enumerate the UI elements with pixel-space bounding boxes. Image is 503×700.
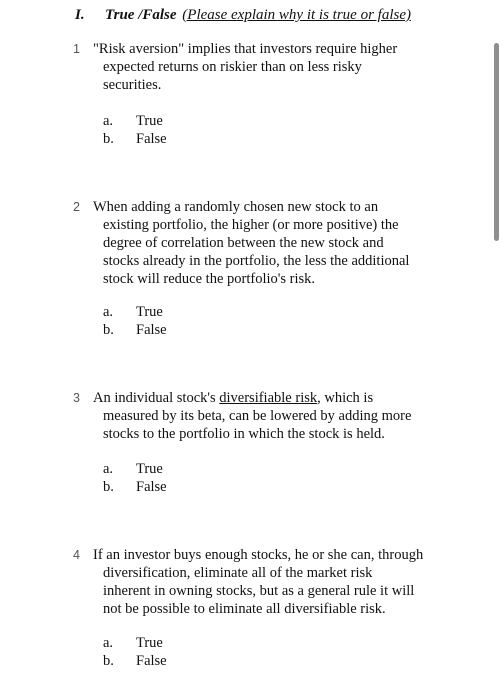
- question-line: not be possible to eliminate all diversifiable risk.: [103, 601, 386, 617]
- option-letter: b.: [103, 322, 114, 338]
- option-letter: b.: [103, 653, 114, 669]
- option-letter: a.: [103, 304, 114, 320]
- question-text-after: , which is: [317, 390, 374, 406]
- option-text: False: [136, 479, 167, 495]
- option-letter: a.: [103, 635, 114, 651]
- option-false: [103, 130, 167, 148]
- option-true: [103, 634, 167, 652]
- question-line: inherent in owning stocks, but as a general rule it will: [103, 583, 415, 599]
- question-line: expected returns on riskier than on less risky: [103, 59, 362, 75]
- vertical-scrollbar-thumb[interactable]: [494, 43, 499, 241]
- question-number: 4: [73, 548, 80, 562]
- question-3: [73, 389, 433, 443]
- question-number: 3: [73, 391, 80, 405]
- question-line: securities.: [103, 77, 162, 93]
- question-line: stocks to the portfolio in which the stock is held.: [103, 426, 385, 442]
- question-text: When adding a randomly chosen new stock to an: [93, 199, 379, 215]
- question-line: [73, 40, 433, 58]
- question-line: [73, 546, 433, 564]
- question-number: 2: [73, 200, 80, 214]
- question-text-before: An individual stock's: [93, 390, 220, 406]
- question-2: [73, 198, 433, 288]
- option-text: True: [136, 113, 163, 129]
- question-line: [73, 389, 433, 407]
- option-text: False: [136, 131, 167, 147]
- question-line: existing portfolio, the higher (or more positive) the: [103, 217, 399, 233]
- option-text: False: [136, 322, 167, 338]
- question-3-options: [103, 460, 167, 496]
- option-false: [103, 478, 167, 496]
- question-line: stocks already in the portfolio, the less the additional: [103, 253, 410, 269]
- section-title: True /False: [105, 7, 177, 23]
- option-letter: b.: [103, 131, 114, 147]
- question-1: [73, 40, 433, 94]
- question-4: [73, 546, 433, 618]
- section-number: I.: [75, 7, 85, 23]
- section-instruction: (Please explain why it is true or false): [182, 7, 411, 23]
- option-true: [103, 303, 167, 321]
- question-number: 1: [73, 42, 80, 56]
- question-line: diversification, eliminate all of the market risk: [103, 565, 373, 581]
- question-2-options: [103, 303, 167, 339]
- question-line: measured by its beta, can be lowered by adding more: [103, 408, 412, 424]
- option-text: True: [136, 461, 163, 477]
- option-false: [103, 321, 167, 339]
- question-1-options: [103, 112, 167, 148]
- option-letter: a.: [103, 461, 114, 477]
- question-line: stock will reduce the portfolio's risk.: [103, 271, 316, 287]
- question-line: [73, 198, 433, 216]
- question-4-options: [103, 634, 167, 670]
- option-text: False: [136, 653, 167, 669]
- section-header: [75, 7, 411, 24]
- question-text: "Risk aversion" implies that investors require higher: [93, 41, 398, 57]
- option-letter: b.: [103, 479, 114, 495]
- option-text: True: [136, 635, 163, 651]
- question-line: degree of correlation between the new stock and: [103, 235, 384, 251]
- option-false: [103, 652, 167, 670]
- option-text: True: [136, 304, 163, 320]
- underlined-term: diversifiable risk: [219, 390, 318, 406]
- option-true: [103, 112, 167, 130]
- option-letter: a.: [103, 113, 114, 129]
- option-true: [103, 460, 167, 478]
- question-text: If an investor buys enough stocks, he or she can, through: [93, 547, 424, 563]
